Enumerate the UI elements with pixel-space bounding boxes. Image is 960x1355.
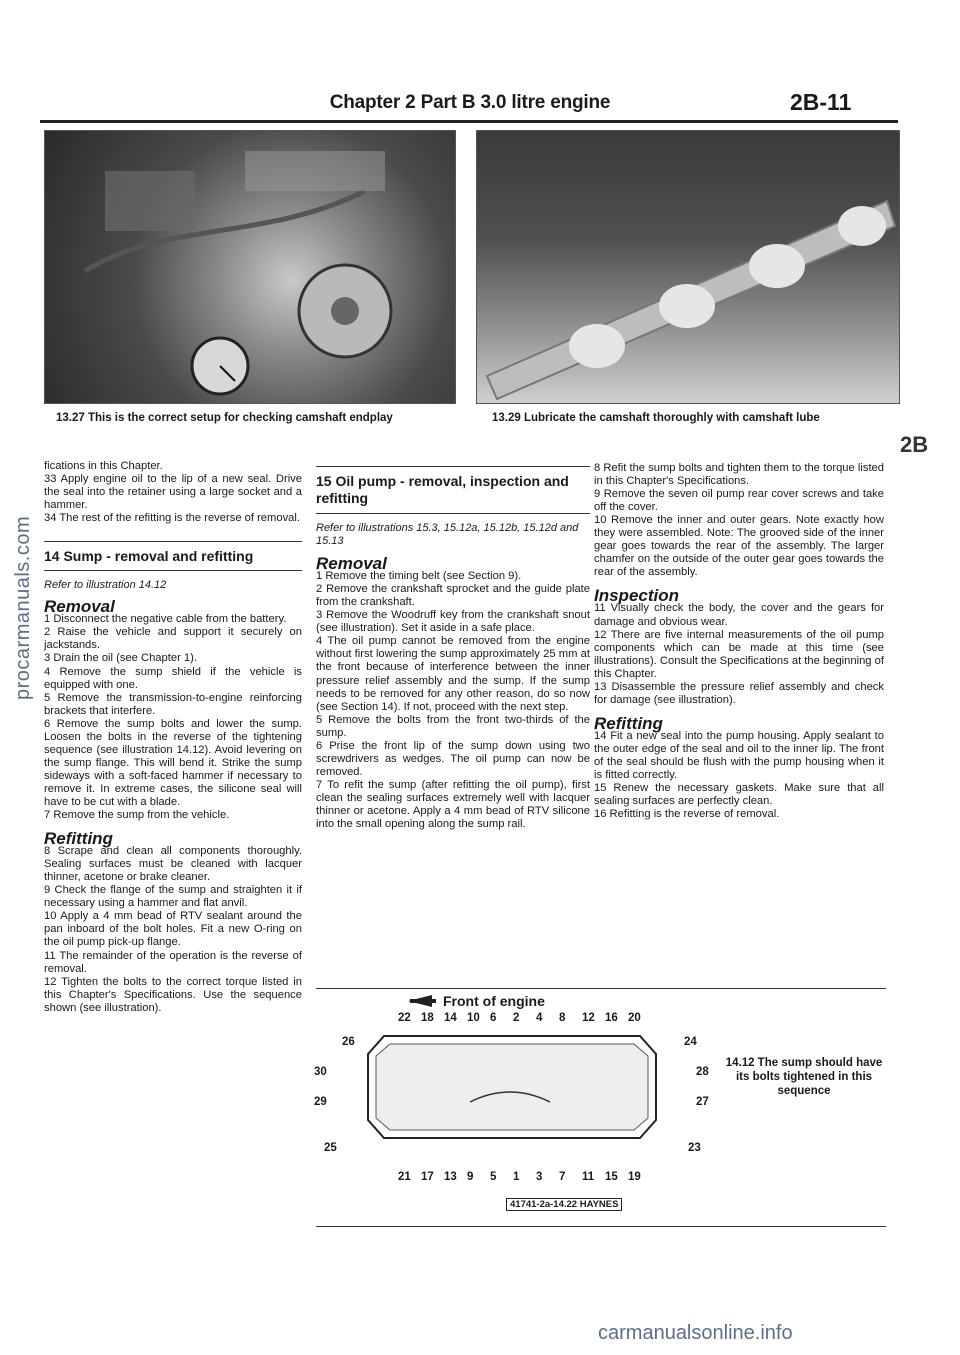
photo-camshaft-endplay-setup (44, 130, 456, 404)
refitting-heading: Refitting (44, 829, 113, 849)
bolt-number: 15 (605, 1171, 618, 1183)
section-15-heading: 15 Oil pump - removal, inspection and refitting (316, 473, 569, 506)
bolt-number: 9 (467, 1171, 474, 1183)
paragraph: 4 Remove the sump shield if the vehicle is equipped with one. (44, 665, 302, 691)
section-rule (316, 466, 590, 467)
paragraph: 16 Refitting is the reverse of removal. (594, 808, 780, 821)
section-rule (44, 541, 302, 542)
header-rule (40, 120, 898, 123)
section-14-reference: Refer to illustration 14.12 (44, 579, 167, 592)
section-rule (44, 570, 302, 571)
bolt-number: 8 (559, 1012, 566, 1024)
bolt-number: 13 (444, 1171, 457, 1183)
bolt-number: 23 (688, 1142, 701, 1154)
bottom-watermark: carmanualsonline.info (598, 1322, 793, 1344)
photo-2-illustration (477, 131, 899, 403)
bolt-number: 19 (628, 1171, 641, 1183)
bolt-number: 10 (467, 1012, 480, 1024)
front-of-engine-label: Front of engine (443, 993, 545, 1009)
column-3 (594, 462, 884, 821)
sump-outline-svg (310, 992, 710, 1222)
photo-camshaft-lubrication (476, 130, 900, 404)
paragraph: 3 Remove the Woodruff key from the crankshaft snout (see illustration). Set it aside in a safe place. (316, 609, 590, 635)
bolt-number: 16 (605, 1012, 618, 1024)
caption-13-29: 13.29 Lubricate the camshaft thoroughly with camshaft lube (492, 412, 820, 424)
bolt-number: 6 (490, 1012, 497, 1024)
column-2 (316, 460, 590, 831)
paragraph: 33 Apply engine oil to the lip of a new seal. Drive the seal into the retainer using a large socket and a hammer. (44, 473, 302, 512)
bolt-number: 24 (684, 1036, 697, 1048)
bolt-number: 5 (490, 1171, 497, 1183)
bolt-number: 12 (582, 1012, 595, 1024)
paragraph: 1 Disconnect the negative cable from the battery. (44, 613, 287, 626)
paragraph: 8 Scrape and clean all components thoroughly. Sealing surfaces must be cleaned with lacquer thinner, acetone or brake cleaner. (44, 845, 302, 884)
diagram-bottom-rule (316, 1226, 886, 1227)
bolt-number: 29 (314, 1096, 327, 1108)
side-watermark (2, 500, 42, 720)
bolt-number: 22 (398, 1012, 411, 1024)
side-watermark-text: procarmanuals.com (12, 515, 34, 700)
paragraph: 6 Prise the front lip of the sump down using two screwdrivers as wedges. The oil pump can now be removed. (316, 739, 590, 778)
caption-13-27: 13.27 This is the correct setup for checking camshaft endplay (56, 412, 393, 424)
bolt-number: 30 (314, 1066, 327, 1078)
paragraph: 15 Renew the necessary gaskets. Make sure that all sealing surfaces are perfectly clean. (594, 782, 884, 808)
bolt-number: 21 (398, 1171, 411, 1183)
paragraph: 14 Fit a new seal into the pump housing. Apply sealant to the outer edge of the seal and oil to the inner lip. The front of the seal should be flush with the pump housing when it is fitted correctly. (594, 729, 884, 782)
paragraph: 9 Remove the seven oil pump rear cover screws and take off the cover. (594, 488, 884, 514)
bolt-number: 28 (696, 1066, 709, 1078)
photo-1-illustration (45, 131, 455, 403)
bolt-number: 14 (444, 1012, 457, 1024)
paragraph: 2 Raise the vehicle and support it securely on jackstands. (44, 626, 302, 652)
paragraph: 9 Check the flange of the sump and straighten it if necessary using a hammer and flat anvil. (44, 884, 302, 910)
page-number: 2B-11 (790, 89, 852, 115)
removal-heading: Removal (316, 554, 387, 574)
bolt-number: 1 (513, 1171, 520, 1183)
paragraph: 2 Remove the crankshaft sprocket and the guide plate from the crankshaft. (316, 583, 590, 609)
bolt-number: 11 (582, 1171, 595, 1183)
paragraph: 6 Remove the sump bolts and lower the sump. Loosen the bolts in the reverse of the tightening sequence (see illustration 14.12). Avoid levering on the sump flange. This will bend it. Strike the sump sideways with a soft-faced hammer if necessary to remove it. In extreme cases, the silicone seal will have to be cut with a blade. (44, 717, 302, 808)
section-rule (316, 513, 590, 514)
bolt-number: 7 (559, 1171, 566, 1183)
removal-heading: Removal (44, 597, 115, 617)
bolt-number: 26 (342, 1036, 355, 1048)
chapter-tab-label: 2B (900, 432, 929, 457)
paragraph: 8 Refit the sump bolts and tighten them to the torque listed in this Chapter's Specifications. (594, 462, 884, 488)
section-15-reference: Refer to illustrations 15.3, 15.12a, 15.12b, 15.12d and 15.13 (316, 522, 579, 548)
bolt-number: 25 (324, 1142, 337, 1154)
diagram-code: 41741-2a-14.22 HAYNES (506, 1198, 622, 1211)
paragraph: 5 Remove the bolts from the front two-thirds of the sump. (316, 713, 590, 739)
paragraph: 12 There are five internal measurements of the oil pump components which can be made at this time (see illustrations). Consult the Specifications at the beginning of this Chapter. (594, 628, 884, 680)
paragraph: 7 Remove the sump from the vehicle. (44, 809, 230, 822)
paragraph: 12 Tighten the bolts to the correct torque listed in this Chapter's Specifications. Use the sequence shown (see illustration). (44, 975, 302, 1014)
column-1 (44, 460, 302, 1015)
sump-bolt-sequence-diagram (310, 992, 710, 1222)
paragraph: 7 To refit the sump (after refitting the oil pump), first clean the sealing surfaces extremely well with lacquer thinner or acetone. Apply a 4 mm bead of RTV silicone into the small opening along the sump rail. (316, 778, 590, 831)
paragraph: 34 The rest of the refitting is the reverse of removal. (44, 512, 300, 525)
paragraph: 1 Remove the timing belt (see Section 9). (316, 570, 522, 583)
paragraph: 4 The oil pump cannot be removed from the engine without first lowering the sump approximately 25 mm at the front because of interference between the inner pressure relief assembly and the sump. If the sump needs to be removed for any other reason, do so now (see Section 14). If not, proceed with the next step. (316, 635, 590, 713)
bolt-number: 4 (536, 1012, 543, 1024)
section-14-heading: 14 Sump - removal and refitting (44, 548, 254, 565)
bolt-number: 2 (513, 1012, 520, 1024)
paragraph: 10 Apply a 4 mm bead of RTV sealant around the pan inboard of the bolt holes. Fit a new O-ring on the oil pump pick-up flange. (44, 910, 302, 949)
bolt-number: 17 (421, 1171, 434, 1183)
caption-14-12: 14.12 The sump should have its bolts tightened in this sequence (725, 1057, 883, 1097)
paragraph: 11 Visually check the body, the cover and the gears for damage and obvious wear. (594, 602, 884, 628)
bolt-number: 20 (628, 1012, 641, 1024)
paragraph: 5 Remove the transmission-to-engine reinforcing brackets that interfere. (44, 691, 302, 717)
bolt-number: 18 (421, 1012, 434, 1024)
inspection-heading: Inspection (594, 586, 680, 606)
paragraph: 13 Disassemble the pressure relief assembly and check for damage (see illustration). (594, 680, 884, 706)
paragraph: 3 Drain the oil (see Chapter 1). (44, 652, 197, 665)
chapter-title: Chapter 2 Part B 3.0 litre engine (329, 92, 611, 113)
bolt-number: 3 (536, 1171, 543, 1183)
bolt-number: 27 (696, 1096, 709, 1108)
paragraph: fications in this Chapter. (44, 460, 163, 472)
diagram-top-rule (316, 988, 886, 989)
refitting-heading: Refitting (594, 713, 663, 733)
paragraph: 10 Remove the inner and outer gears. Note exactly how they were assembled. Note: The grooved side of the inner gear goes towards the rear of the assembly. The larger chamfer on the outside of the outer gear goes towards the rear of the assembly. (594, 514, 884, 579)
paragraph: 11 The remainder of the operation is the reverse of removal. (44, 949, 302, 975)
